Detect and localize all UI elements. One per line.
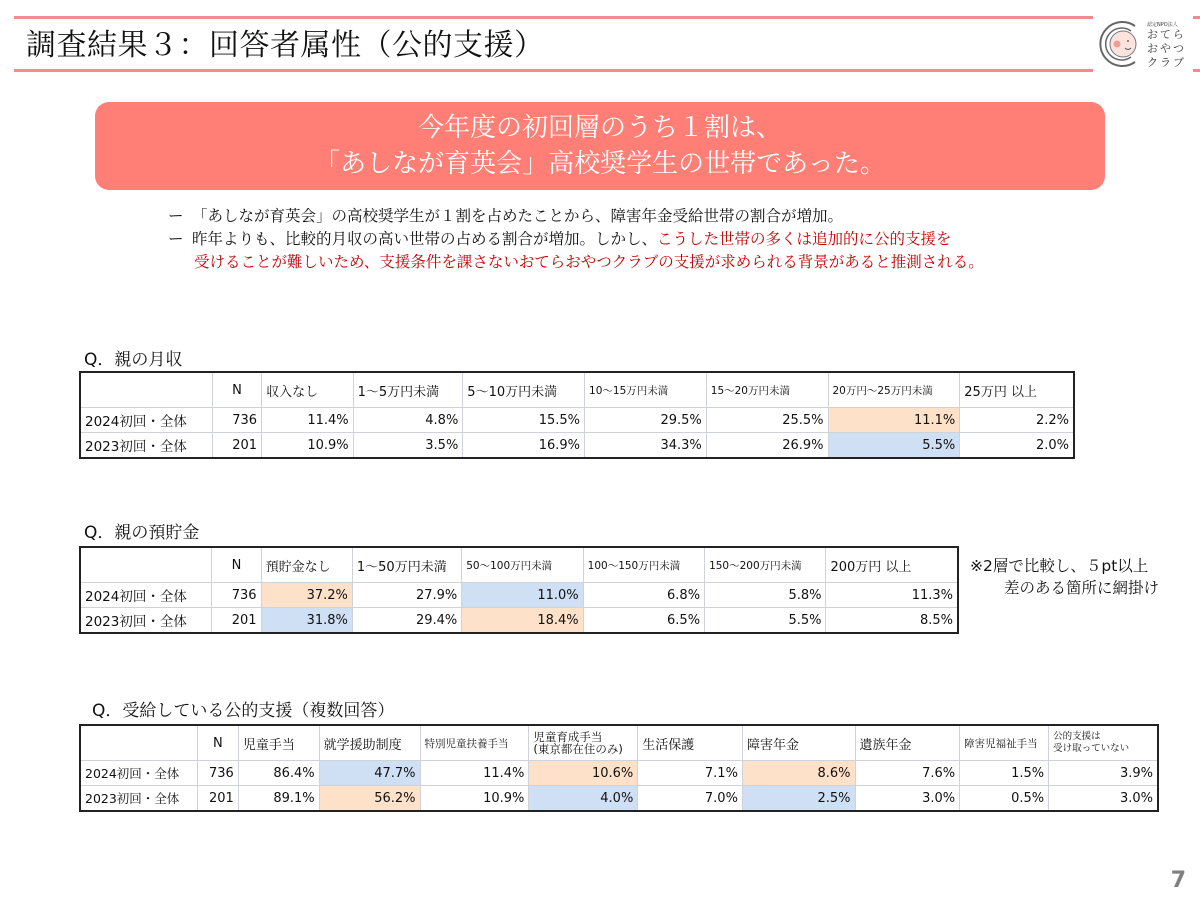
value-cell: 29.4% — [352, 608, 461, 634]
header-cell: 児童手当 — [238, 725, 319, 761]
value-cell: 5.5% — [705, 608, 826, 634]
value-cell: 15.5% — [463, 408, 585, 433]
header-cell: 100～150万円未満 — [583, 547, 704, 583]
table-header-row — [80, 725, 1158, 761]
value-cell: 6.8% — [583, 583, 704, 608]
public-support-table — [79, 724, 1159, 812]
value-cell: 11.3% — [826, 583, 958, 608]
bullet-item: ー 「あしなが育英会」の高校奨学生が１割を占めたことから、障害年金受給世帯の割合が増加。 — [168, 205, 984, 228]
header-cell: N — [197, 725, 238, 761]
value-cell-highlighted: 8.6% — [742, 761, 855, 786]
highlight-note: ※2層で比較し、５pt以上 差のある箇所に網掛け — [970, 557, 1160, 597]
header-cell: 10～15万円未満 — [585, 372, 707, 408]
value-cell: 3.5% — [353, 433, 463, 459]
table-header-row — [80, 547, 958, 583]
value-cell-highlighted: 11.1% — [828, 408, 960, 433]
row-label: 2024初回・全体 — [80, 408, 212, 433]
savings-question-title: Q．親の預貯金 — [84, 523, 200, 543]
value-cell: 6.5% — [583, 608, 704, 634]
value-cell: 5.8% — [705, 583, 826, 608]
value-cell: 34.3% — [585, 433, 707, 459]
value-cell-highlighted: 47.7% — [319, 761, 420, 786]
value-cell: 86.4% — [238, 761, 319, 786]
summary-bullets — [168, 205, 984, 274]
value-cell: 10.9% — [420, 786, 529, 812]
table-row — [80, 433, 1074, 459]
value-cell-highlighted: 56.2% — [319, 786, 420, 812]
headline-line-1: 今年度の初回層のうち１割は、 — [417, 113, 782, 143]
page-title: 調査結果３：回答者属性（公的支援） — [26, 28, 545, 63]
value-cell: 25.5% — [706, 408, 828, 433]
table-row — [80, 608, 958, 634]
row-n: 201 — [212, 433, 261, 459]
title-top-rule — [14, 16, 1200, 19]
value-cell: 7.0% — [638, 786, 743, 812]
header-cell: 20万円～25万円未満 — [828, 372, 960, 408]
value-cell: 10.9% — [262, 433, 354, 459]
table-header-row — [80, 372, 1074, 408]
row-n: 736 — [197, 761, 238, 786]
value-cell-highlighted: 31.8% — [261, 608, 352, 634]
value-cell: 7.6% — [855, 761, 960, 786]
header-cell — [80, 372, 212, 408]
logo-org-type: 認定NPO法人 — [1147, 22, 1178, 28]
row-n: 201 — [212, 608, 261, 634]
header-cell: 遺族年金 — [855, 725, 960, 761]
value-cell: 3.0% — [855, 786, 960, 812]
header-cell: 障害児福祉手当 — [960, 725, 1049, 761]
value-cell: 89.1% — [238, 786, 319, 812]
header-cell: N — [212, 547, 261, 583]
title-bottom-rule — [14, 69, 1200, 72]
row-label: 2024初回・全体 — [80, 583, 212, 608]
value-cell: 27.9% — [352, 583, 461, 608]
value-cell: 11.4% — [420, 761, 529, 786]
table-row — [80, 408, 1074, 433]
header-cell: N — [212, 372, 261, 408]
value-cell: 26.9% — [706, 433, 828, 459]
bullet-dash: ー — [168, 230, 184, 248]
value-cell-highlighted: 4.0% — [529, 786, 638, 812]
header-cell: 5～10万円未満 — [463, 372, 585, 408]
header-cell: 50～100万円未満 — [462, 547, 583, 583]
value-cell: 7.1% — [638, 761, 743, 786]
value-cell: 29.5% — [585, 408, 707, 433]
value-cell: 2.2% — [960, 408, 1074, 433]
header-cell: 生活保護 — [638, 725, 743, 761]
row-n: 736 — [212, 408, 261, 433]
value-cell-highlighted: 37.2% — [261, 583, 352, 608]
income-question-title: Q．親の月収 — [84, 350, 183, 370]
bullet-continuation: 受けることが難しいため、支援条件を課さないおてらおやつクラブの支援が求められる背景があると推測される。 — [194, 253, 984, 271]
headline-callout — [95, 102, 1105, 190]
value-cell: 8.5% — [826, 608, 958, 634]
header-cell — [80, 547, 212, 583]
header-cell: 15～20万円未満 — [706, 372, 828, 408]
headline-line-2: 「あしなが育英会」高校奨学生の世帯であった。 — [314, 149, 886, 179]
logo-org-name: おてら おやつ クラブ — [1147, 28, 1186, 69]
bullet-dash: ー — [168, 207, 184, 225]
value-cell: 3.0% — [1049, 786, 1158, 812]
header-cell: 就学援助制度 — [319, 725, 420, 761]
header-cell: 預貯金なし — [261, 547, 352, 583]
value-cell: 1.5% — [960, 761, 1049, 786]
header-cell: 収入なし — [262, 372, 354, 408]
income-table — [79, 371, 1075, 459]
row-n: 201 — [197, 786, 238, 812]
page-number: 7 — [1170, 868, 1186, 893]
header-cell: 1～5万円未満 — [353, 372, 463, 408]
header-cell-two-line: 児童育成手当 (東京都在住のみ) — [529, 725, 638, 761]
header-cell — [80, 725, 197, 761]
table-row — [80, 786, 1158, 812]
value-cell: 0.5% — [960, 786, 1049, 812]
savings-table — [79, 546, 959, 634]
value-cell-highlighted: 10.6% — [529, 761, 638, 786]
row-label: 2023初回・全体 — [80, 608, 212, 634]
header-cell: 1～50万円未満 — [352, 547, 461, 583]
header-cell-two-line: 公的支援は 受け取っていない — [1049, 725, 1158, 761]
row-label: 2024初回・全体 — [80, 761, 197, 786]
organization-logo — [1093, 14, 1193, 76]
header-cell: 150～200万円未満 — [705, 547, 826, 583]
support-question-title: Q．受給している公的支援（複数回答） — [92, 701, 395, 721]
table-row — [80, 761, 1158, 786]
table-row — [80, 583, 958, 608]
header-cell: 25万円 以上 — [960, 372, 1074, 408]
row-n: 736 — [212, 583, 261, 608]
value-cell: 3.9% — [1049, 761, 1158, 786]
value-cell-highlighted: 2.5% — [742, 786, 855, 812]
value-cell: 16.9% — [463, 433, 585, 459]
header-cell: 200万円 以上 — [826, 547, 958, 583]
bullet-item: ー 昨年よりも、比較的月収の高い世帯の占める割合が増加。しかし、こうした世帯の多くは追加的に公的支援を — [168, 228, 984, 251]
row-label: 2023初回・全体 — [80, 433, 212, 459]
value-cell: 4.8% — [353, 408, 463, 433]
value-cell: 11.4% — [262, 408, 354, 433]
value-cell-highlighted: 11.0% — [462, 583, 583, 608]
header-cell: 特別児童扶養手当 — [420, 725, 529, 761]
smiling-face-logo-icon — [1095, 18, 1147, 70]
header-cell: 障害年金 — [742, 725, 855, 761]
row-label: 2023初回・全体 — [80, 786, 197, 812]
value-cell-highlighted: 5.5% — [828, 433, 960, 459]
value-cell-highlighted: 18.4% — [462, 608, 583, 634]
value-cell: 2.0% — [960, 433, 1074, 459]
